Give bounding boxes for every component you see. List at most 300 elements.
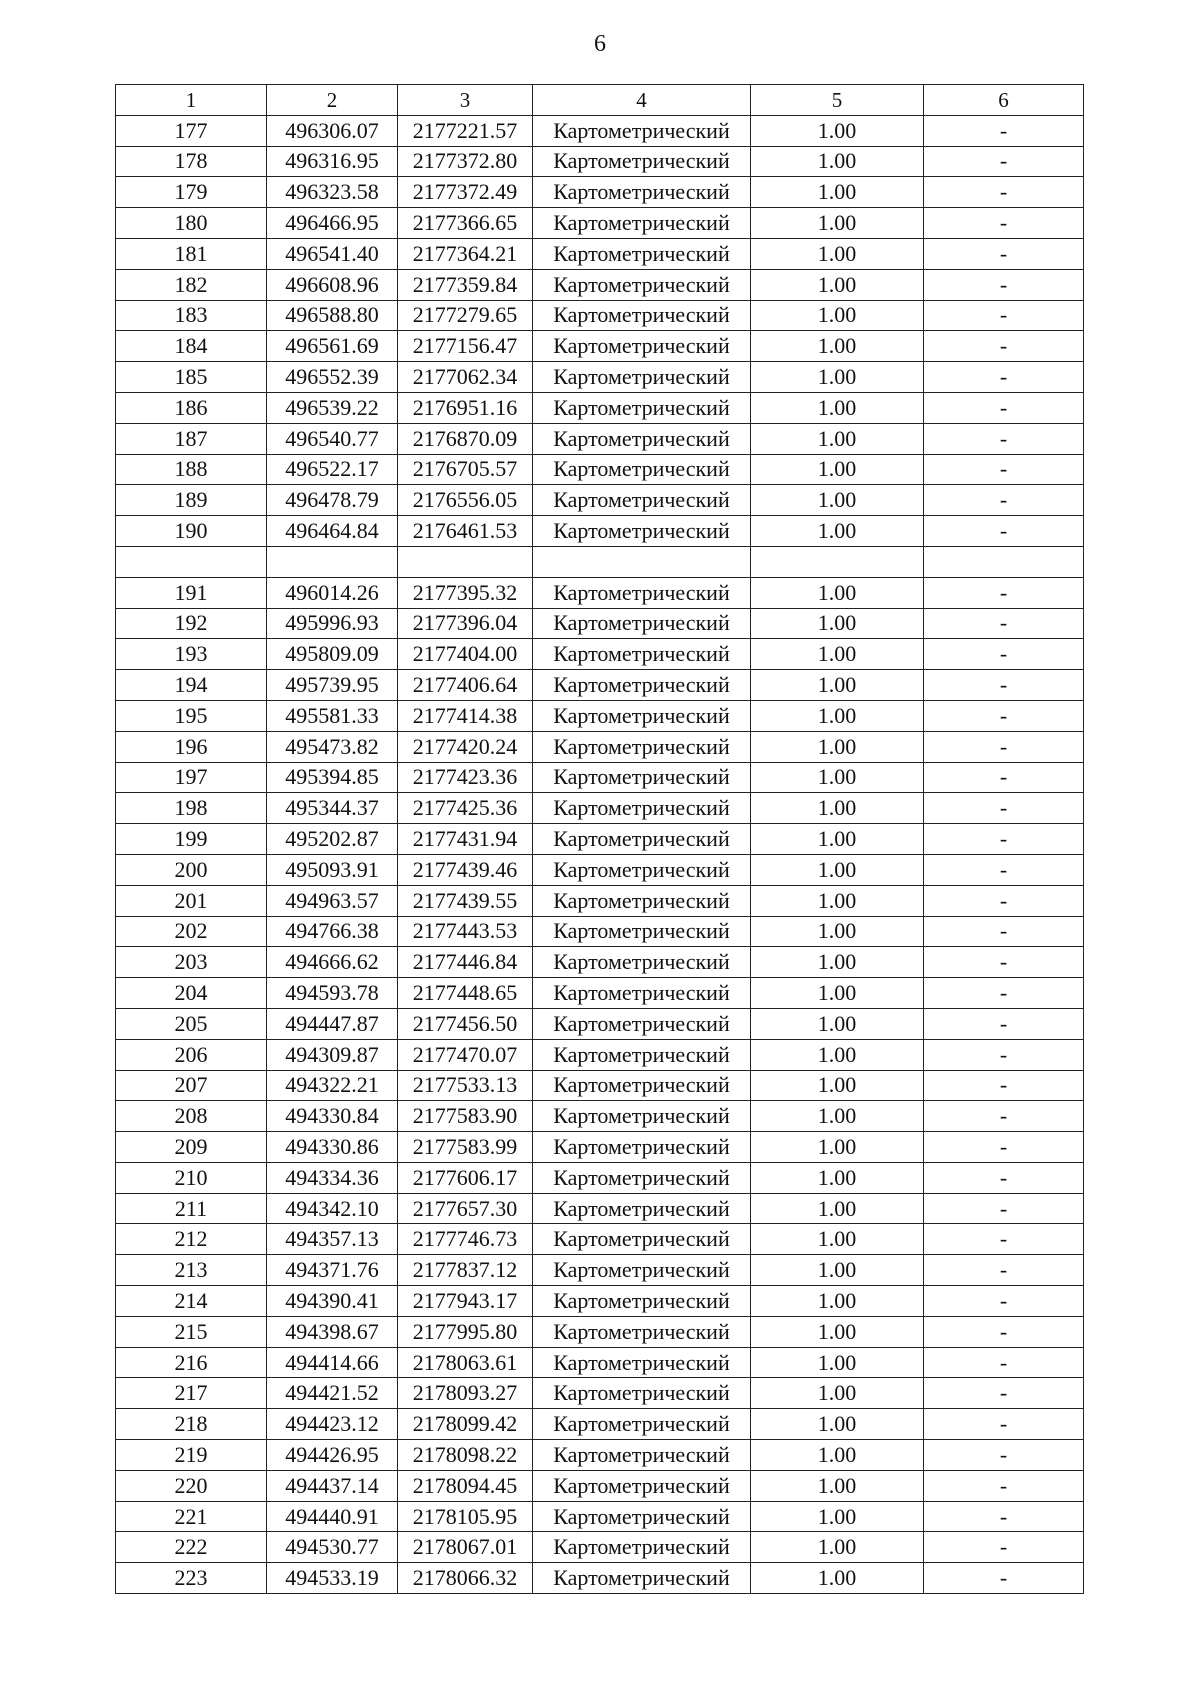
point-number-cell: 193 [116, 639, 267, 670]
note-cell: - [924, 115, 1084, 146]
method-cell: Картометрический [533, 885, 751, 916]
accuracy-cell: 1.00 [751, 1224, 924, 1255]
accuracy-cell: 1.00 [751, 577, 924, 608]
note-cell: - [924, 269, 1084, 300]
accuracy-cell: 1.00 [751, 1101, 924, 1132]
method-cell: Картометрический [533, 947, 751, 978]
point-number-cell: 214 [116, 1286, 267, 1317]
table-row [116, 1501, 1084, 1532]
y-coordinate-cell: 2177404.00 [398, 639, 533, 670]
table-row [116, 1440, 1084, 1471]
note-cell: - [924, 1193, 1084, 1224]
point-number-cell: 183 [116, 300, 267, 331]
method-cell: Картометрический [533, 639, 751, 670]
point-number-cell: 185 [116, 362, 267, 393]
x-coordinate-cell: 496522.17 [267, 454, 398, 485]
point-number-cell: 204 [116, 978, 267, 1009]
y-coordinate-cell: 2177359.84 [398, 269, 533, 300]
note-cell: - [924, 608, 1084, 639]
point-number-cell: 191 [116, 577, 267, 608]
note-cell: - [924, 1563, 1084, 1594]
table-row [116, 1255, 1084, 1286]
note-cell: - [924, 300, 1084, 331]
note-cell: - [924, 331, 1084, 362]
method-cell: Картометрический [533, 608, 751, 639]
accuracy-cell: 1.00 [751, 208, 924, 239]
x-coordinate-cell: 496466.95 [267, 208, 398, 239]
x-coordinate-cell: 495093.91 [267, 854, 398, 885]
accuracy-cell: 1.00 [751, 331, 924, 362]
table-row [116, 1563, 1084, 1594]
accuracy-cell: 1.00 [751, 947, 924, 978]
y-coordinate-cell: 2177279.65 [398, 300, 533, 331]
note-cell [924, 546, 1084, 577]
table-row [116, 423, 1084, 454]
accuracy-cell: 1.00 [751, 1162, 924, 1193]
x-coordinate-cell: 495344.37 [267, 793, 398, 824]
y-coordinate-cell: 2177372.80 [398, 146, 533, 177]
method-cell: Картометрический [533, 300, 751, 331]
note-cell: - [924, 1008, 1084, 1039]
method-cell: Картометрический [533, 1101, 751, 1132]
accuracy-cell: 1.00 [751, 392, 924, 423]
table-row [116, 1224, 1084, 1255]
point-number-cell: 198 [116, 793, 267, 824]
y-coordinate-cell: 2177746.73 [398, 1224, 533, 1255]
table-row [116, 1070, 1084, 1101]
x-coordinate-cell: 494414.66 [267, 1347, 398, 1378]
y-coordinate-cell: 2176461.53 [398, 516, 533, 547]
column-header: 5 [751, 85, 924, 116]
method-cell: Картометрический [533, 146, 751, 177]
table-row [116, 485, 1084, 516]
point-number-cell: 211 [116, 1193, 267, 1224]
point-number-cell: 221 [116, 1501, 267, 1532]
note-cell: - [924, 1409, 1084, 1440]
y-coordinate-cell: 2177425.36 [398, 793, 533, 824]
y-coordinate-cell: 2177837.12 [398, 1255, 533, 1286]
y-coordinate-cell: 2177456.50 [398, 1008, 533, 1039]
table-row [116, 362, 1084, 393]
method-cell: Картометрический [533, 1532, 751, 1563]
y-coordinate-cell: 2177221.57 [398, 115, 533, 146]
column-header: 2 [267, 85, 398, 116]
x-coordinate-cell: 495473.82 [267, 731, 398, 762]
x-coordinate-cell: 495996.93 [267, 608, 398, 639]
x-coordinate-cell: 496014.26 [267, 577, 398, 608]
note-cell: - [924, 1440, 1084, 1471]
table-row [116, 269, 1084, 300]
y-coordinate-cell: 2177943.17 [398, 1286, 533, 1317]
point-number-cell: 187 [116, 423, 267, 454]
point-number-cell: 181 [116, 238, 267, 269]
x-coordinate-cell: 496478.79 [267, 485, 398, 516]
table-row [116, 1532, 1084, 1563]
y-coordinate-cell: 2177448.65 [398, 978, 533, 1009]
point-number-cell: 213 [116, 1255, 267, 1286]
note-cell: - [924, 1316, 1084, 1347]
x-coordinate-cell: 494666.62 [267, 947, 398, 978]
point-number-cell: 186 [116, 392, 267, 423]
method-cell: Картометрический [533, 1039, 751, 1070]
method-cell [533, 546, 751, 577]
method-cell: Картометрический [533, 1501, 751, 1532]
y-coordinate-cell: 2177364.21 [398, 238, 533, 269]
y-coordinate-cell: 2177439.46 [398, 854, 533, 885]
method-cell: Картометрический [533, 1162, 751, 1193]
table-row [116, 639, 1084, 670]
point-number-cell: 200 [116, 854, 267, 885]
table-row [116, 824, 1084, 855]
y-coordinate-cell: 2178066.32 [398, 1563, 533, 1594]
x-coordinate-cell [267, 546, 398, 577]
table-row [116, 1316, 1084, 1347]
point-number-cell: 212 [116, 1224, 267, 1255]
point-number-cell: 208 [116, 1101, 267, 1132]
table-header-row [116, 85, 1084, 116]
table-row [116, 177, 1084, 208]
y-coordinate-cell: 2177156.47 [398, 331, 533, 362]
table-row [116, 1470, 1084, 1501]
x-coordinate-cell: 496323.58 [267, 177, 398, 208]
accuracy-cell: 1.00 [751, 238, 924, 269]
x-coordinate-cell: 494390.41 [267, 1286, 398, 1317]
note-cell: - [924, 916, 1084, 947]
method-cell: Картометрический [533, 1378, 751, 1409]
y-coordinate-cell: 2177446.84 [398, 947, 533, 978]
x-coordinate-cell: 495809.09 [267, 639, 398, 670]
coordinates-table [115, 84, 1084, 1594]
note-cell: - [924, 362, 1084, 393]
accuracy-cell: 1.00 [751, 916, 924, 947]
x-coordinate-cell: 494330.84 [267, 1101, 398, 1132]
note-cell: - [924, 1224, 1084, 1255]
accuracy-cell: 1.00 [751, 639, 924, 670]
y-coordinate-cell: 2178105.95 [398, 1501, 533, 1532]
accuracy-cell: 1.00 [751, 824, 924, 855]
accuracy-cell: 1.00 [751, 885, 924, 916]
table-row [116, 1162, 1084, 1193]
note-cell: - [924, 885, 1084, 916]
point-number-cell: 222 [116, 1532, 267, 1563]
y-coordinate-cell: 2177062.34 [398, 362, 533, 393]
table-row [116, 1409, 1084, 1440]
y-coordinate-cell: 2178093.27 [398, 1378, 533, 1409]
method-cell: Картометрический [533, 793, 751, 824]
accuracy-cell: 1.00 [751, 1039, 924, 1070]
method-cell: Картометрический [533, 115, 751, 146]
table-row [116, 1193, 1084, 1224]
note-cell: - [924, 793, 1084, 824]
accuracy-cell: 1.00 [751, 485, 924, 516]
table-row [116, 238, 1084, 269]
y-coordinate-cell: 2177395.32 [398, 577, 533, 608]
method-cell: Картометрический [533, 454, 751, 485]
note-cell: - [924, 1162, 1084, 1193]
x-coordinate-cell: 494437.14 [267, 1470, 398, 1501]
note-cell: - [924, 577, 1084, 608]
x-coordinate-cell: 494342.10 [267, 1193, 398, 1224]
table-body [116, 115, 1084, 1593]
method-cell: Картометрический [533, 331, 751, 362]
accuracy-cell: 1.00 [751, 1532, 924, 1563]
accuracy-cell: 1.00 [751, 1070, 924, 1101]
y-coordinate-cell: 2178067.01 [398, 1532, 533, 1563]
page-number: 6 [594, 31, 606, 57]
y-coordinate-cell: 2177995.80 [398, 1316, 533, 1347]
point-number-cell: 216 [116, 1347, 267, 1378]
method-cell: Картометрический [533, 854, 751, 885]
note-cell: - [924, 146, 1084, 177]
note-cell: - [924, 1532, 1084, 1563]
x-coordinate-cell: 495739.95 [267, 670, 398, 701]
column-header: 1 [116, 85, 267, 116]
accuracy-cell: 1.00 [751, 608, 924, 639]
point-number-cell: 184 [116, 331, 267, 362]
note-cell: - [924, 854, 1084, 885]
accuracy-cell: 1.00 [751, 423, 924, 454]
x-coordinate-cell: 496539.22 [267, 392, 398, 423]
point-number-cell: 219 [116, 1440, 267, 1471]
column-header: 4 [533, 85, 751, 116]
table-row [116, 1008, 1084, 1039]
accuracy-cell: 1.00 [751, 115, 924, 146]
method-cell: Картометрический [533, 1563, 751, 1594]
method-cell: Картометрический [533, 1193, 751, 1224]
accuracy-cell [751, 546, 924, 577]
point-number-cell: 192 [116, 608, 267, 639]
method-cell: Картометрический [533, 1286, 751, 1317]
y-coordinate-cell: 2177439.55 [398, 885, 533, 916]
accuracy-cell: 1.00 [751, 700, 924, 731]
table-row [116, 916, 1084, 947]
x-coordinate-cell: 494963.57 [267, 885, 398, 916]
x-coordinate-cell: 496561.69 [267, 331, 398, 362]
accuracy-cell: 1.00 [751, 1378, 924, 1409]
note-cell: - [924, 670, 1084, 701]
table-row [116, 978, 1084, 1009]
y-coordinate-cell: 2177396.04 [398, 608, 533, 639]
accuracy-cell: 1.00 [751, 1563, 924, 1594]
note-cell: - [924, 485, 1084, 516]
y-coordinate-cell: 2177431.94 [398, 824, 533, 855]
x-coordinate-cell: 494440.91 [267, 1501, 398, 1532]
x-coordinate-cell: 494766.38 [267, 916, 398, 947]
table-row [116, 516, 1084, 547]
table-row [116, 331, 1084, 362]
method-cell: Картометрический [533, 177, 751, 208]
y-coordinate-cell [398, 546, 533, 577]
x-coordinate-cell: 496306.07 [267, 115, 398, 146]
note-cell: - [924, 824, 1084, 855]
table-row [116, 1101, 1084, 1132]
accuracy-cell: 1.00 [751, 978, 924, 1009]
note-cell: - [924, 1070, 1084, 1101]
table-row [116, 947, 1084, 978]
x-coordinate-cell: 496588.80 [267, 300, 398, 331]
accuracy-cell: 1.00 [751, 454, 924, 485]
method-cell: Картометрический [533, 485, 751, 516]
note-cell: - [924, 1378, 1084, 1409]
x-coordinate-cell: 496464.84 [267, 516, 398, 547]
point-number-cell: 196 [116, 731, 267, 762]
y-coordinate-cell: 2177657.30 [398, 1193, 533, 1224]
table-row [116, 208, 1084, 239]
x-coordinate-cell: 494423.12 [267, 1409, 398, 1440]
y-coordinate-cell: 2177406.64 [398, 670, 533, 701]
note-cell: - [924, 1347, 1084, 1378]
table-row [116, 608, 1084, 639]
point-number-cell: 178 [116, 146, 267, 177]
table-row [116, 546, 1084, 577]
point-number-cell: 195 [116, 700, 267, 731]
y-coordinate-cell: 2177414.38 [398, 700, 533, 731]
y-coordinate-cell: 2177366.65 [398, 208, 533, 239]
table-row [116, 577, 1084, 608]
y-coordinate-cell: 2177443.53 [398, 916, 533, 947]
accuracy-cell: 1.00 [751, 146, 924, 177]
table-row [116, 146, 1084, 177]
point-number-cell: 180 [116, 208, 267, 239]
note-cell: - [924, 1286, 1084, 1317]
method-cell: Картометрический [533, 700, 751, 731]
accuracy-cell: 1.00 [751, 854, 924, 885]
x-coordinate-cell: 496540.77 [267, 423, 398, 454]
y-coordinate-cell: 2178099.42 [398, 1409, 533, 1440]
y-coordinate-cell: 2177420.24 [398, 731, 533, 762]
note-cell: - [924, 1039, 1084, 1070]
accuracy-cell: 1.00 [751, 516, 924, 547]
table-row [116, 1286, 1084, 1317]
note-cell: - [924, 762, 1084, 793]
y-coordinate-cell: 2177533.13 [398, 1070, 533, 1101]
method-cell: Картометрический [533, 423, 751, 454]
note-cell: - [924, 1255, 1084, 1286]
point-number-cell: 217 [116, 1378, 267, 1409]
note-cell: - [924, 423, 1084, 454]
point-number-cell: 194 [116, 670, 267, 701]
x-coordinate-cell: 496316.95 [267, 146, 398, 177]
note-cell: - [924, 208, 1084, 239]
note-cell: - [924, 1101, 1084, 1132]
y-coordinate-cell: 2177606.17 [398, 1162, 533, 1193]
point-number-cell: 189 [116, 485, 267, 516]
note-cell: - [924, 978, 1084, 1009]
accuracy-cell: 1.00 [751, 1409, 924, 1440]
table-row [116, 1347, 1084, 1378]
accuracy-cell: 1.00 [751, 1347, 924, 1378]
point-number-cell: 210 [116, 1162, 267, 1193]
method-cell: Картометрический [533, 516, 751, 547]
point-number-cell: 207 [116, 1070, 267, 1101]
note-cell: - [924, 1501, 1084, 1532]
accuracy-cell: 1.00 [751, 1286, 924, 1317]
table-row [116, 1378, 1084, 1409]
point-number-cell: 199 [116, 824, 267, 855]
method-cell: Картометрический [533, 1440, 751, 1471]
table-row [116, 670, 1084, 701]
x-coordinate-cell: 496552.39 [267, 362, 398, 393]
accuracy-cell: 1.00 [751, 731, 924, 762]
note-cell: - [924, 700, 1084, 731]
table-row [116, 1132, 1084, 1163]
point-number-cell [116, 546, 267, 577]
method-cell: Картометрический [533, 1224, 751, 1255]
accuracy-cell: 1.00 [751, 1470, 924, 1501]
x-coordinate-cell: 494533.19 [267, 1563, 398, 1594]
accuracy-cell: 1.00 [751, 1193, 924, 1224]
method-cell: Картометрический [533, 1409, 751, 1440]
note-cell: - [924, 1470, 1084, 1501]
method-cell: Картометрический [533, 824, 751, 855]
table-row [116, 700, 1084, 731]
method-cell: Картометрический [533, 1316, 751, 1347]
table-row [116, 1039, 1084, 1070]
table-row [116, 731, 1084, 762]
method-cell: Картометрический [533, 1347, 751, 1378]
note-cell: - [924, 947, 1084, 978]
y-coordinate-cell: 2176951.16 [398, 392, 533, 423]
point-number-cell: 190 [116, 516, 267, 547]
x-coordinate-cell: 494309.87 [267, 1039, 398, 1070]
point-number-cell: 203 [116, 947, 267, 978]
method-cell: Картометрический [533, 670, 751, 701]
method-cell: Картометрический [533, 392, 751, 423]
x-coordinate-cell: 494426.95 [267, 1440, 398, 1471]
note-cell: - [924, 731, 1084, 762]
method-cell: Картометрический [533, 1132, 751, 1163]
x-coordinate-cell: 494593.78 [267, 978, 398, 1009]
accuracy-cell: 1.00 [751, 362, 924, 393]
point-number-cell: 188 [116, 454, 267, 485]
method-cell: Картометрический [533, 362, 751, 393]
method-cell: Картометрический [533, 269, 751, 300]
accuracy-cell: 1.00 [751, 177, 924, 208]
x-coordinate-cell: 494530.77 [267, 1532, 398, 1563]
y-coordinate-cell: 2177583.99 [398, 1132, 533, 1163]
point-number-cell: 215 [116, 1316, 267, 1347]
y-coordinate-cell: 2177583.90 [398, 1101, 533, 1132]
y-coordinate-cell: 2176870.09 [398, 423, 533, 454]
column-header: 6 [924, 85, 1084, 116]
accuracy-cell: 1.00 [751, 300, 924, 331]
x-coordinate-cell: 496541.40 [267, 238, 398, 269]
note-cell: - [924, 516, 1084, 547]
y-coordinate-cell: 2177372.49 [398, 177, 533, 208]
y-coordinate-cell: 2176556.05 [398, 485, 533, 516]
note-cell: - [924, 392, 1084, 423]
accuracy-cell: 1.00 [751, 1255, 924, 1286]
method-cell: Картометрический [533, 1008, 751, 1039]
point-number-cell: 179 [116, 177, 267, 208]
x-coordinate-cell: 494398.67 [267, 1316, 398, 1347]
note-cell: - [924, 1132, 1084, 1163]
y-coordinate-cell: 2176705.57 [398, 454, 533, 485]
y-coordinate-cell: 2177423.36 [398, 762, 533, 793]
method-cell: Картометрический [533, 577, 751, 608]
accuracy-cell: 1.00 [751, 793, 924, 824]
table-row [116, 885, 1084, 916]
y-coordinate-cell: 2178094.45 [398, 1470, 533, 1501]
x-coordinate-cell: 494447.87 [267, 1008, 398, 1039]
x-coordinate-cell: 495394.85 [267, 762, 398, 793]
table-row [116, 392, 1084, 423]
method-cell: Картометрический [533, 1255, 751, 1286]
point-number-cell: 205 [116, 1008, 267, 1039]
accuracy-cell: 1.00 [751, 1440, 924, 1471]
y-coordinate-cell: 2177470.07 [398, 1039, 533, 1070]
accuracy-cell: 1.00 [751, 1501, 924, 1532]
